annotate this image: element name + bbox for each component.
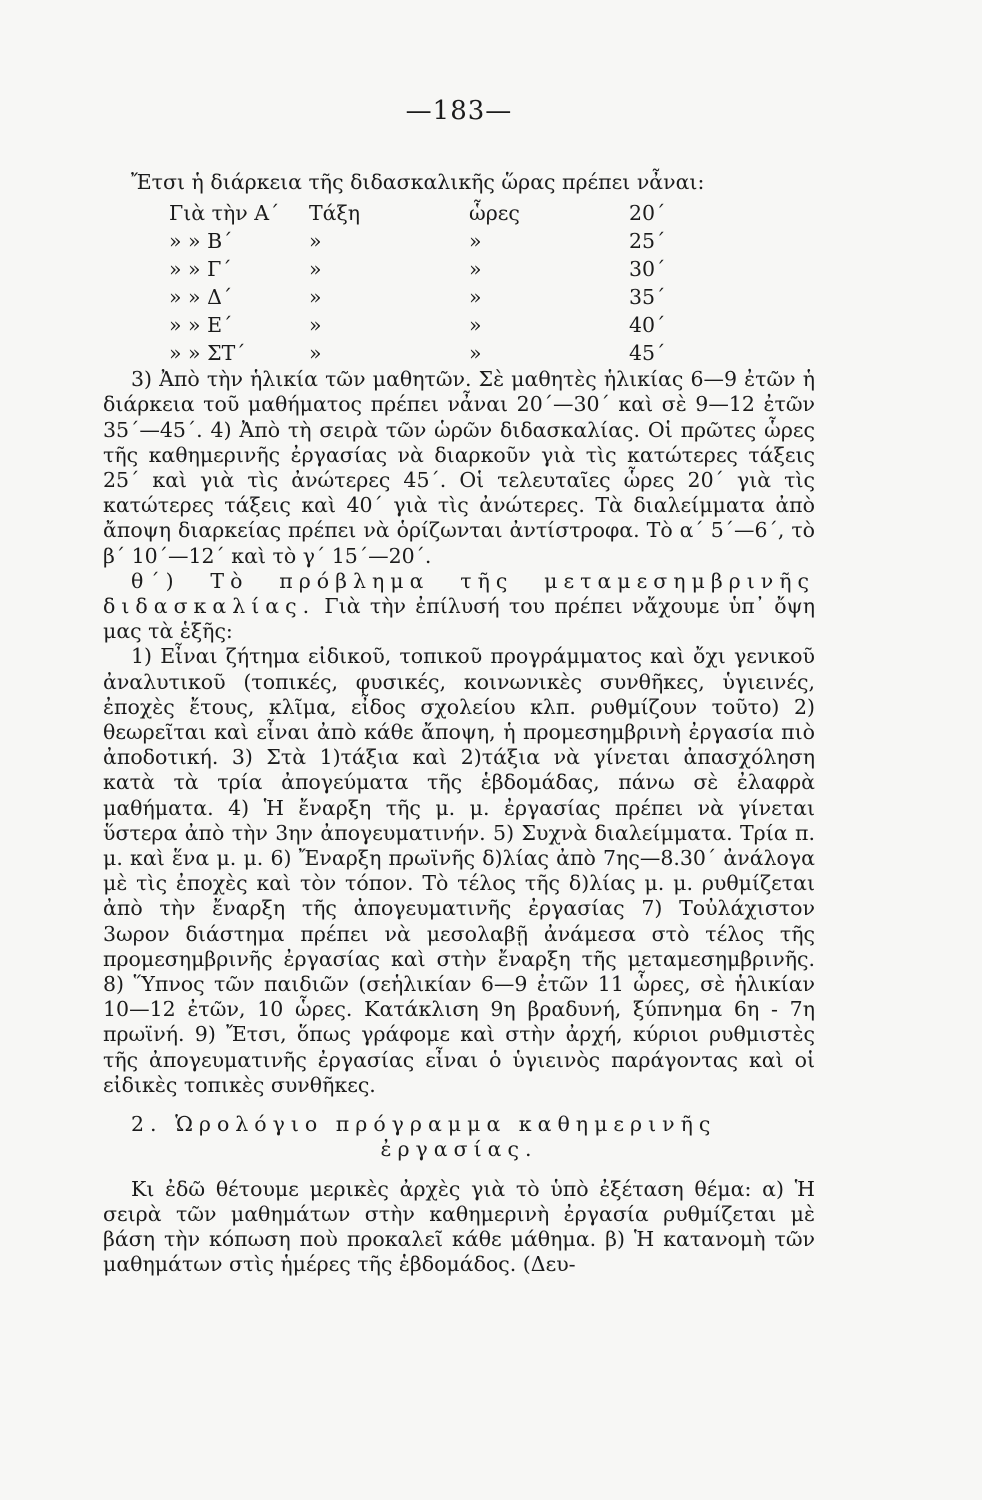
schedule-word: » xyxy=(309,341,322,366)
schedule-class: » » Δ΄ xyxy=(169,285,233,310)
schedule-class: » » Β΄ xyxy=(169,229,233,254)
intro-line: Ἔτσι ἡ διάρκεια τῆς διδασκαλικῆς ὥρας πρέπει νἆναι: xyxy=(131,170,705,194)
schedule-minutes: 30΄ xyxy=(629,257,666,282)
schedule-row xyxy=(169,199,815,227)
schedule-unit: » xyxy=(469,229,482,254)
schedule-word: » xyxy=(309,257,322,282)
section-heading-line1: 2. Ὡρολόγιο πρόγραμμα καθημερινῆς xyxy=(131,1112,717,1137)
paragraph-afternoon-teaching xyxy=(103,569,815,645)
page xyxy=(103,96,815,1277)
duration-schedule xyxy=(103,199,815,367)
schedule-class: » » Ε΄ xyxy=(169,313,233,338)
schedule-class: Γιὰ τὴν Α΄ xyxy=(169,201,280,226)
schedule-minutes: 25΄ xyxy=(629,229,666,254)
schedule-unit: » xyxy=(469,313,482,338)
spacer xyxy=(103,1163,815,1177)
schedule-unit: » xyxy=(469,341,482,366)
schedule-unit: » xyxy=(469,285,482,310)
schedule-word: » xyxy=(309,285,322,310)
schedule-word: Τάξη xyxy=(309,201,361,226)
section-heading-line2: ἐργασίας. xyxy=(380,1137,538,1162)
schedule-row xyxy=(169,283,815,311)
schedule-row xyxy=(169,311,815,339)
afternoon-teaching-intro: Γιὰ τὴν ἐπίλυσή του πρέπει νἄχουμε ὑπ᾿ ὄψη μας τὰ ἑξῆς: xyxy=(103,594,815,644)
schedule-row xyxy=(169,227,815,255)
schedule-row xyxy=(169,255,815,283)
paragraph-daily-schedule: Κι ἐδῶ θέτουμε μερικὲς ἀρχὲς γιὰ τὸ ὑπὸ ἐξέταση θέμα: α) Ἡ σειρὰ τῶν μαθημάτων στὴν καθημερινὴ ἐργασία ρυθμίζεται μὲ βάση τὴν κόπωση ποὺ προκαλεῖ κάθε μάθημα. β) Ἡ κατανομὴ τῶν μαθημάτων στὶς ἡμέρες τῆς ἑβδομάδος. (Δευ- xyxy=(103,1176,815,1277)
schedule-unit: » xyxy=(469,257,482,282)
schedule-unit: ὧρες xyxy=(469,201,520,226)
schedule-class: » » ΣΤ΄ xyxy=(169,341,246,366)
spacer xyxy=(103,1098,815,1112)
schedule-minutes: 40΄ xyxy=(629,313,666,338)
paragraph-age-and-order: 3) Ἀπὸ τὴν ἡλικία τῶν μαθητῶν. Σὲ μαθητὲς ἡλικίας 6—9 ἐτῶν ἡ διάρκεια τοῦ μαθήματος πρέπει νἆναι 20΄—30΄ καὶ σὲ 9—12 ἐτῶν 35΄—45΄. 4) Ἀπὸ τὴ σειρὰ τῶν ὡρῶν διδασκαλίας. Οἱ πρῶτες ὧρες τῆς καθημερινῆς ἐργασίας νὰ διαρκοῦν γιὰ τὶς κατώτερες τάξεις 25΄ καὶ γιὰ τὶς ἀνώτερες 45΄. Οἱ τελευταῖες ὧρες 20΄ γιὰ τὶς κατώτερες τάξεις καὶ 40΄ γιὰ τὶς ἀνώτερες. Τὰ διαλείμματα ἀπὸ ἄποψη διαρκείας πρέπει νὰ ὁρίζωνται ἀντίστροφα. Τὸ α΄ 5΄—6΄, τὸ β΄ 10΄—12΄ καὶ τὸ γ΄ 15΄—20΄. xyxy=(103,367,815,568)
schedule-minutes: 20΄ xyxy=(629,201,666,226)
schedule-word: » xyxy=(309,313,322,338)
schedule-class: » » Γ΄ xyxy=(169,257,232,282)
schedule-row xyxy=(169,339,815,367)
afternoon-teaching-heading: θ΄) Τὸ πρόβλημα τῆς μεταμεσημβρινῆς διδασκαλίας. xyxy=(103,568,815,619)
schedule-minutes: 35΄ xyxy=(629,285,666,310)
schedule-minutes: 45΄ xyxy=(629,341,666,366)
paragraph-afternoon-rules: 1) Εἶναι ζήτημα εἰδικοῦ, τοπικοῦ προγράμματος καὶ ὄχι γενικοῦ ἀναλυτικοῦ (τοπικές, φυσικές, κοινωνικὲς συνθῆκες, ὑγιεινές, ἐποχὲς ἔτους, κλῖμα, εἶδος σχολείου κλπ. ρυθμίζουν τοῦτο) 2) θεωρεῖται καὶ εἶναι ἀπὸ κάθε ἄποψη, ἡ προμεσημβρινὴ ἐργασία πιὸ ἀποδοτική. 3) Στὰ 1)τάξια καὶ 2)τάξια νὰ γίνεται ἀπασχόληση κατὰ τὰ τρία ἀπογεύματα τῆς ἑβδομάδας, πάνω σὲ ἐλαφρὰ μαθήματα. 4) Ἡ ἔναρξη τῆς μ. μ. ἐργασίας πρέπει νὰ γίνεται ὕστερα ἀπὸ τὴν 3ην ἀπογευματινήν. 5) Συχνὰ διαλείμματα. Τρία π. μ. καὶ ἕνα μ. μ. 6) Ἔναρξη πρωϊνῆς δ)λίας ἀπὸ 7ης—8.30΄ ἀνάλογα μὲ τὶς ἐποχὲς καὶ τὸν τόπον. Τὸ τέλος τῆς δ)λίας μ. μ. ρυθμίζεται ἀπὸ τὴν ἔναρξη τῆς ἀπογευματινῆς ἐργασίας 7) Τοὐλάχιστον 3ωρον διάστημα πρέπει νὰ μεσολαβῇ ἀνάμεσα στὸ τέλος τῆς προμεσημβρινῆς ἐργασίας καὶ στὴν ἔναρξη τῆς μεταμεσημβρινῆς. 8) Ὕπνος τῶν παιδιῶν (σεἡλικίαν 6—9 ἐτῶν 11 ὧρες, σὲ ἡλικίαν 10—12 ἐτῶν, 10 ὧρες. Κατάκλιση 9η βραδυνή, ξύπνημα 6η - 7η πρωϊνή. 9) Ἔτσι, ὅπως γράφομε καὶ στὴν ἀρχή, κύριοι ρυθμιστὲς τῆς ἀπογευματινῆς ἐργασίας εἶναι ὁ ὑγιεινὸς παράγοντας καὶ οἱ εἰδικὲς τοπικὲς συνθῆκες. xyxy=(103,644,815,1097)
schedule-word: » xyxy=(309,229,322,254)
page-number: —183— xyxy=(405,96,513,126)
